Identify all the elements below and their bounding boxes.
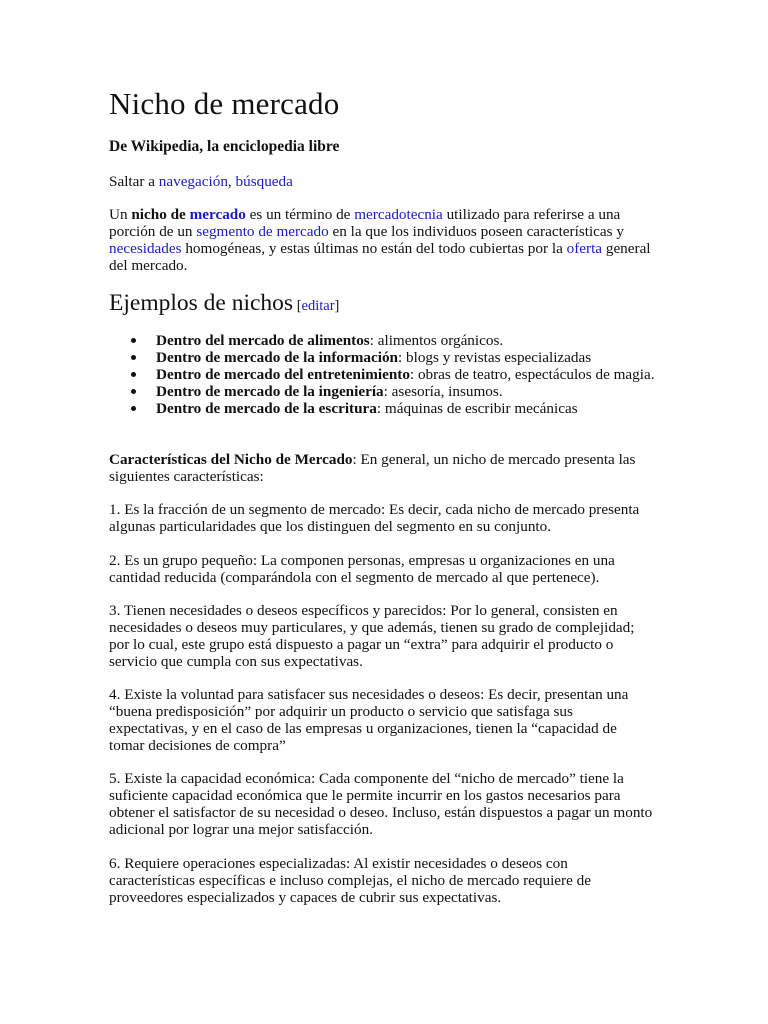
intro-paragraph	[109, 206, 654, 274]
point-3: 3. Tienen necesidades o deseos específicos y parecidos: Por lo general, consisten en necesidades o deseos muy particulares, y que además, tienen su grado de complejidad; por lo cual, este grupo está dispuesto a pagar un “extra” para adquirir el producto o servicio que cumpla con sus expectativas.	[109, 602, 635, 670]
point-5: 5. Existe la capacidad económica: Cada componente del “nicho de mercado” tiene la suficiente capacidad económica que le permite incurrir en los gastos necesarios para obtener el satisfactor de su necesidad o deseo. Incluso, están dispuestos a pagar un monto adicional por lograr una mejor satisfacción.	[109, 770, 653, 838]
list-item	[156, 332, 696, 349]
list-item	[156, 400, 696, 417]
section-title: Ejemplos de nichos	[109, 290, 294, 316]
bullet-icon	[131, 389, 136, 394]
link-oferta[interactable]: oferta	[566, 240, 603, 257]
point-2: 2. Es un grupo pequeño: La componen personas, empresas u organizaciones en una cantidad reducida (comparándola con el segmento de mercado al que pertenece).	[109, 552, 615, 586]
intro-text: utilizado para referirse a una porción de un	[109, 206, 621, 240]
link-mercado[interactable]: mercado	[189, 206, 246, 223]
jump-prefix: Saltar a	[109, 173, 159, 190]
characteristics-paragraph	[109, 451, 654, 485]
search-link[interactable]: búsqueda	[235, 173, 293, 190]
page-title: Nicho de mercado	[109, 86, 340, 121]
jump-links	[109, 172, 293, 192]
link-segmento-de-mercado[interactable]: segmento de mercado	[196, 223, 329, 240]
list-item	[156, 366, 696, 383]
link-mercadotecnia[interactable]: mercadotecnia	[354, 206, 443, 223]
intro-text: homogéneas, y estas últimas no están del todo cubiertas por la	[181, 240, 567, 257]
intro-bold-term: nicho de	[131, 206, 190, 223]
bullet-icon	[131, 338, 136, 343]
examples-list	[109, 332, 696, 417]
page-subtitle: De Wikipedia, la enciclopedia libre	[109, 138, 340, 155]
point-1: 1. Es la fracción de un segmento de mercado: Es decir, cada nicho de mercado presenta algunas particularidades que los distinguen del segmento en su conjunto.	[109, 501, 640, 535]
navigation-link[interactable]: navegación	[158, 173, 228, 190]
list-item-term: Dentro de mercado de la escritura	[156, 400, 377, 417]
intro-text: es un término de	[245, 206, 355, 223]
list-item-text: : obras de teatro, espectáculos de magia.	[409, 366, 655, 383]
section-heading	[109, 288, 339, 321]
edit-link[interactable]: editar	[301, 298, 335, 314]
list-item-term: Dentro de mercado de la información	[156, 349, 398, 366]
intro-text: general del mercado.	[109, 240, 651, 274]
bullet-icon	[131, 372, 136, 377]
list-item-text: : asesoría, insumos.	[383, 383, 503, 400]
jump-separator: ,	[227, 173, 236, 190]
list-item-term: Dentro de mercado del entretenimiento	[156, 366, 410, 383]
list-item-term: Dentro de mercado de la ingeniería	[156, 383, 384, 400]
characteristics-text: : En general, un nicho de mercado presenta las siguientes características:	[109, 451, 636, 485]
bullet-icon	[131, 355, 136, 360]
list-item	[156, 349, 696, 366]
intro-text: en la que los individuos poseen características y	[328, 223, 624, 240]
list-item-term: Dentro del mercado de alimentos	[156, 332, 370, 349]
list-item	[156, 383, 696, 400]
link-necesidades[interactable]: necesidades	[109, 240, 182, 257]
point-4: 4. Existe la voluntad para satisfacer sus necesidades o deseos: Es decir, presentan una “buena predisposición” por adquirir un producto o servicio que satisfaga sus expectativas, y en el caso de las empresas u organizaciones, tienen la “capacidad de tomar decisiones de compra”	[109, 686, 629, 754]
intro-text: Un	[109, 206, 132, 223]
list-item-text: : alimentos orgánicos.	[369, 332, 504, 349]
point-6: 6. Requiere operaciones especializadas: Al existir necesidades o deseos con características específicas e incluso complejas, el nicho de mercado requiere de proveedores especializados y capaces de cubrir sus expectativas.	[109, 855, 591, 906]
bullet-icon	[131, 406, 136, 411]
list-item-text: : máquinas de escribir mecánicas	[376, 400, 578, 417]
edit-section: [editar]	[293, 298, 340, 314]
list-item-text: : blogs y revistas especializadas	[397, 349, 592, 366]
characteristics-title: Características del Nicho de Mercado	[109, 451, 353, 468]
